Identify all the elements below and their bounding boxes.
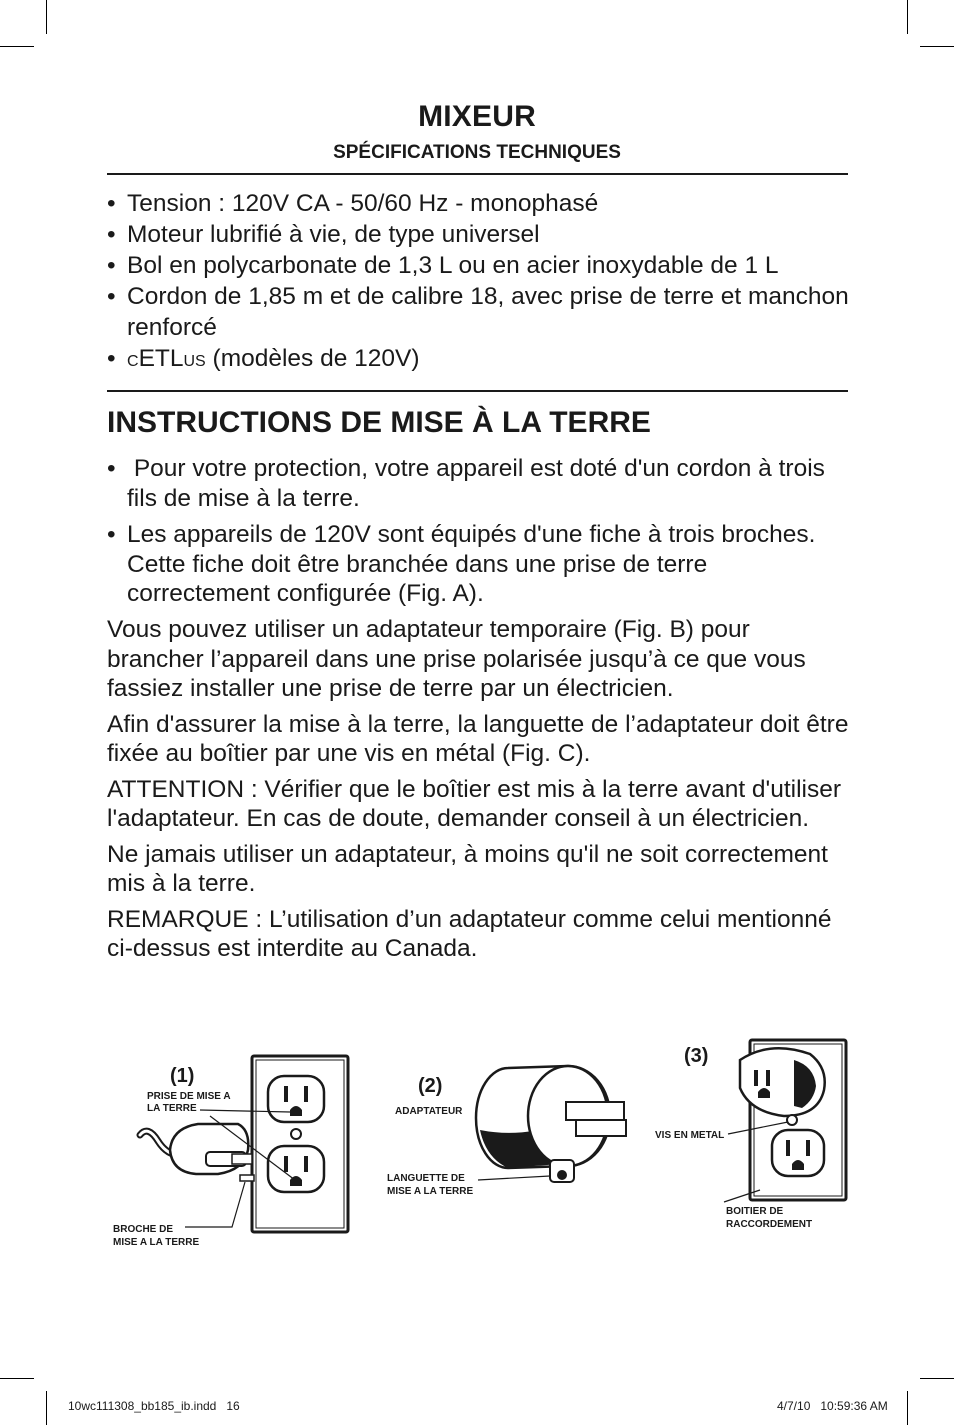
adapter-prong xyxy=(576,1120,626,1136)
footer-timestamp: 4/7/10 10:59:36 AM xyxy=(777,1399,888,1413)
crop-mark xyxy=(920,46,954,47)
cetl-c: C xyxy=(127,353,139,370)
grounding-figures xyxy=(100,1030,860,1260)
label-adapter: ADAPTATEUR xyxy=(395,1106,463,1117)
list-item: • Pour votre protection, votre appareil est doté d'un cordon à trois fils de mise à la terre. xyxy=(107,454,852,513)
label-prong-line2: MISE A LA TERRE xyxy=(113,1237,200,1248)
cetl-rest: (modèles de 120V) xyxy=(205,345,420,372)
label-prong-line1: BROCHE DE xyxy=(113,1224,174,1235)
paragraph: Ne jamais utiliser un adaptateur, à moins qu'il ne soit correctement mis à la terre. xyxy=(107,840,828,897)
paragraph: Vous pouvez utiliser un adaptateur temporaire (Fig. B) pour brancher l’appareil dans une prise polarisée jusqu’à ce que vous fassiez installer une prise de terre par un électricien. xyxy=(107,616,806,702)
list-item: • Tension : 120V CA - 50/60 Hz - monophasé xyxy=(107,188,852,219)
crop-mark xyxy=(907,1391,908,1425)
label-outlet-line2: LA TERRE xyxy=(147,1103,197,1114)
label-tab-line1: LANGUETTE DE xyxy=(387,1173,465,1184)
divider xyxy=(107,173,848,175)
figure-number: (1) xyxy=(170,1065,195,1087)
crop-mark xyxy=(46,1391,47,1425)
crop-mark xyxy=(0,1378,34,1379)
adapter-prong xyxy=(566,1102,624,1120)
cetl-etl: ETL xyxy=(138,345,184,372)
screw-icon xyxy=(291,1129,301,1139)
list-item: • Moteur lubrifié à vie, de type universel xyxy=(107,219,852,250)
paragraph: REMARQUE : L’utilisation d’un adaptateur comme celui mentionné ci-dessus est interdite au Canada. xyxy=(107,905,832,962)
figure-2 xyxy=(387,1066,626,1197)
figure-number: (3) xyxy=(684,1045,709,1067)
label-box-line1: BOITIER DE xyxy=(726,1206,784,1217)
crop-mark xyxy=(0,46,34,47)
paragraph: Afin d'assurer la mise à la terre, la languette de l’adaptateur doit être fixée au boîtier par une vis en métal (Fig. C). xyxy=(107,710,849,767)
cetl-us: US xyxy=(183,353,206,370)
paragraph: ATTENTION : Vérifier que le boîtier est mis à la terre avant d'utiliser l'adaptateur. En cas de doute, demander conseil à un électricien. xyxy=(107,775,842,832)
crop-mark xyxy=(46,0,47,34)
specs-list xyxy=(107,188,852,377)
crop-mark xyxy=(907,0,908,34)
figure-number: (2) xyxy=(418,1075,443,1097)
crop-mark xyxy=(920,1378,954,1379)
section-title: INSTRUCTIONS DE MISE À LA TERRE xyxy=(107,406,651,439)
label-screw: VIS EN METAL xyxy=(655,1130,725,1141)
divider xyxy=(107,390,848,392)
page-title: MIXEUR xyxy=(418,100,536,133)
footer-file: 10wc111308_bb185_ib.indd 16 xyxy=(68,1399,240,1413)
figure-1 xyxy=(113,1056,348,1248)
list-item: • Les appareils de 120V sont équipés d'une fiche à trois broches. Cette fiche doit être branchée dans une prise de terre correctement configurée (Fig. A). xyxy=(107,520,852,609)
page-subtitle: SPÉCIFICATIONS TECHNIQUES xyxy=(333,142,621,163)
list-item: • Bol en polycarbonate de 1,3 L ou en acier inoxydable de 1 L xyxy=(107,250,852,281)
label-tab-line2: MISE A LA TERRE xyxy=(387,1186,474,1197)
screw-icon xyxy=(787,1115,797,1125)
figure-3 xyxy=(655,1040,846,1230)
grounding-bullets xyxy=(107,454,852,616)
label-box-line2: RACCORDEMENT xyxy=(726,1219,813,1230)
label-outlet-line1: PRISE DE MISE A xyxy=(147,1091,231,1102)
list-item-cetl xyxy=(107,343,852,377)
grounding-paragraphs xyxy=(107,615,852,970)
list-item: • Cordon de 1,85 m et de calibre 18, avec prise de terre et manchon renforcé xyxy=(107,281,852,343)
